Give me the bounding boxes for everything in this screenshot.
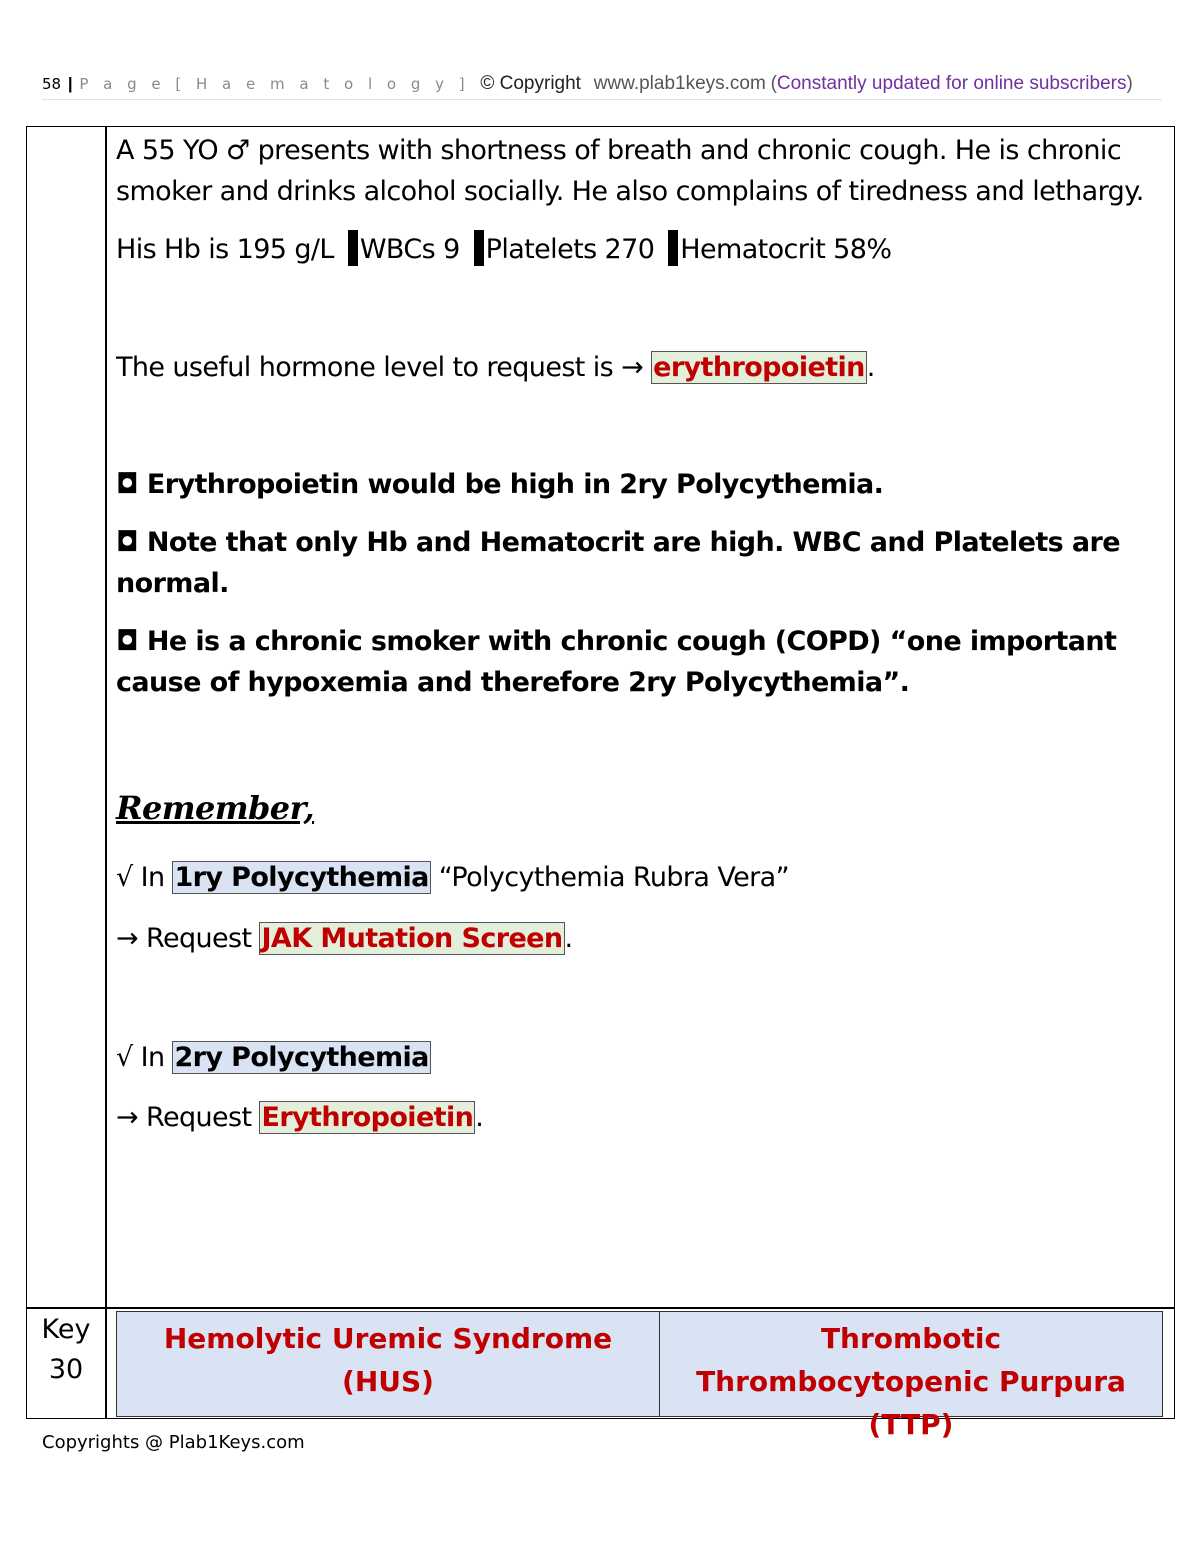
- secondary-term-highlight: 2ry Polycythemia: [174, 1042, 429, 1073]
- question-content: [116, 128, 1161, 1138]
- answer-suffix: .: [866, 352, 875, 383]
- answer-line: [116, 347, 1161, 388]
- separator-block: [348, 230, 358, 266]
- question-stem: A 55 YO ♂ presents with shortness of breath and chronic cough. He is chronic smoker and drinks alcohol socially. He also complains of tiredness and lethargy.: [116, 135, 1144, 207]
- key-number: 30: [48, 1354, 84, 1385]
- copyright-label: © Copyright: [480, 73, 581, 94]
- answer-highlight: erythropoietin: [653, 352, 865, 383]
- request-suffix: .: [564, 923, 573, 954]
- explanation-point: ◘ He is a chronic smoker with chronic cough (COPD) “one important cause of hypoxemia and therefore 2ry Polycythemia”.: [116, 626, 1117, 698]
- page-number: 58: [42, 75, 62, 93]
- note-close-paren: ): [1126, 73, 1133, 94]
- separator-block: [474, 230, 484, 266]
- primary-aka: “Polycythemia Rubra Vera”: [438, 862, 789, 893]
- jak-highlight: JAK Mutation Screen: [261, 923, 563, 954]
- primary-polycythemia-line: [116, 857, 1161, 898]
- header-separator: |: [67, 74, 73, 93]
- key-table: [116, 1311, 1163, 1441]
- note-open-paren: (: [770, 73, 777, 94]
- key-label: [26, 1310, 106, 1390]
- separator-block: [668, 230, 678, 266]
- explanation-point: ◘ Note that only Hb and Hematocrit are high. WBC and Platelets are normal.: [116, 527, 1120, 599]
- lab-hematocrit: Hematocrit 58%: [680, 234, 892, 265]
- answer-prefix: The useful hormone level to request is →: [116, 352, 644, 383]
- secondary-request-line: [116, 1097, 1161, 1138]
- page-footer: Copyrights @ Plab1Keys.com: [42, 1432, 305, 1453]
- request-suffix: .: [475, 1102, 484, 1133]
- erythropoietin-highlight: Erythropoietin: [261, 1102, 474, 1133]
- key-word: Key: [41, 1314, 91, 1345]
- key-cell-hus: Hemolytic Uremic Syndrome (HUS): [163, 1322, 613, 1398]
- table-row-divider: [26, 1307, 1175, 1309]
- key-cell-ttp: Thrombotic Thrombocytopenic Purpura (TTP): [659, 1312, 1162, 1416]
- request-prefix: → Request: [116, 923, 252, 954]
- check-prefix: √ In: [116, 862, 165, 893]
- remember-title: Remember,: [116, 789, 315, 827]
- lab-hb: His Hb is 195 g/L: [116, 234, 334, 265]
- check-prefix: √ In: [116, 1042, 165, 1073]
- request-prefix: → Request: [116, 1102, 252, 1133]
- section-label: P a g e [ H a e m a t o l o g y ]: [79, 75, 470, 93]
- secondary-polycythemia-line: [116, 1037, 1161, 1078]
- subscriber-note: Constantly updated for online subscribers: [776, 73, 1127, 94]
- table-column-divider: [105, 126, 107, 1419]
- lab-results: [116, 229, 1161, 270]
- primary-term-highlight: 1ry Polycythemia: [174, 862, 429, 893]
- primary-request-line: [116, 918, 1161, 959]
- lab-platelets: Platelets 270: [485, 234, 655, 265]
- lab-wbc: WBCs 9: [359, 234, 460, 265]
- page-header: [42, 72, 1162, 100]
- website-link[interactable]: www.plab1keys.com: [593, 73, 766, 94]
- remember-heading: [116, 788, 1161, 831]
- explanation-point: ◘ Erythropoietin would be high in 2ry Polycythemia.: [116, 469, 884, 500]
